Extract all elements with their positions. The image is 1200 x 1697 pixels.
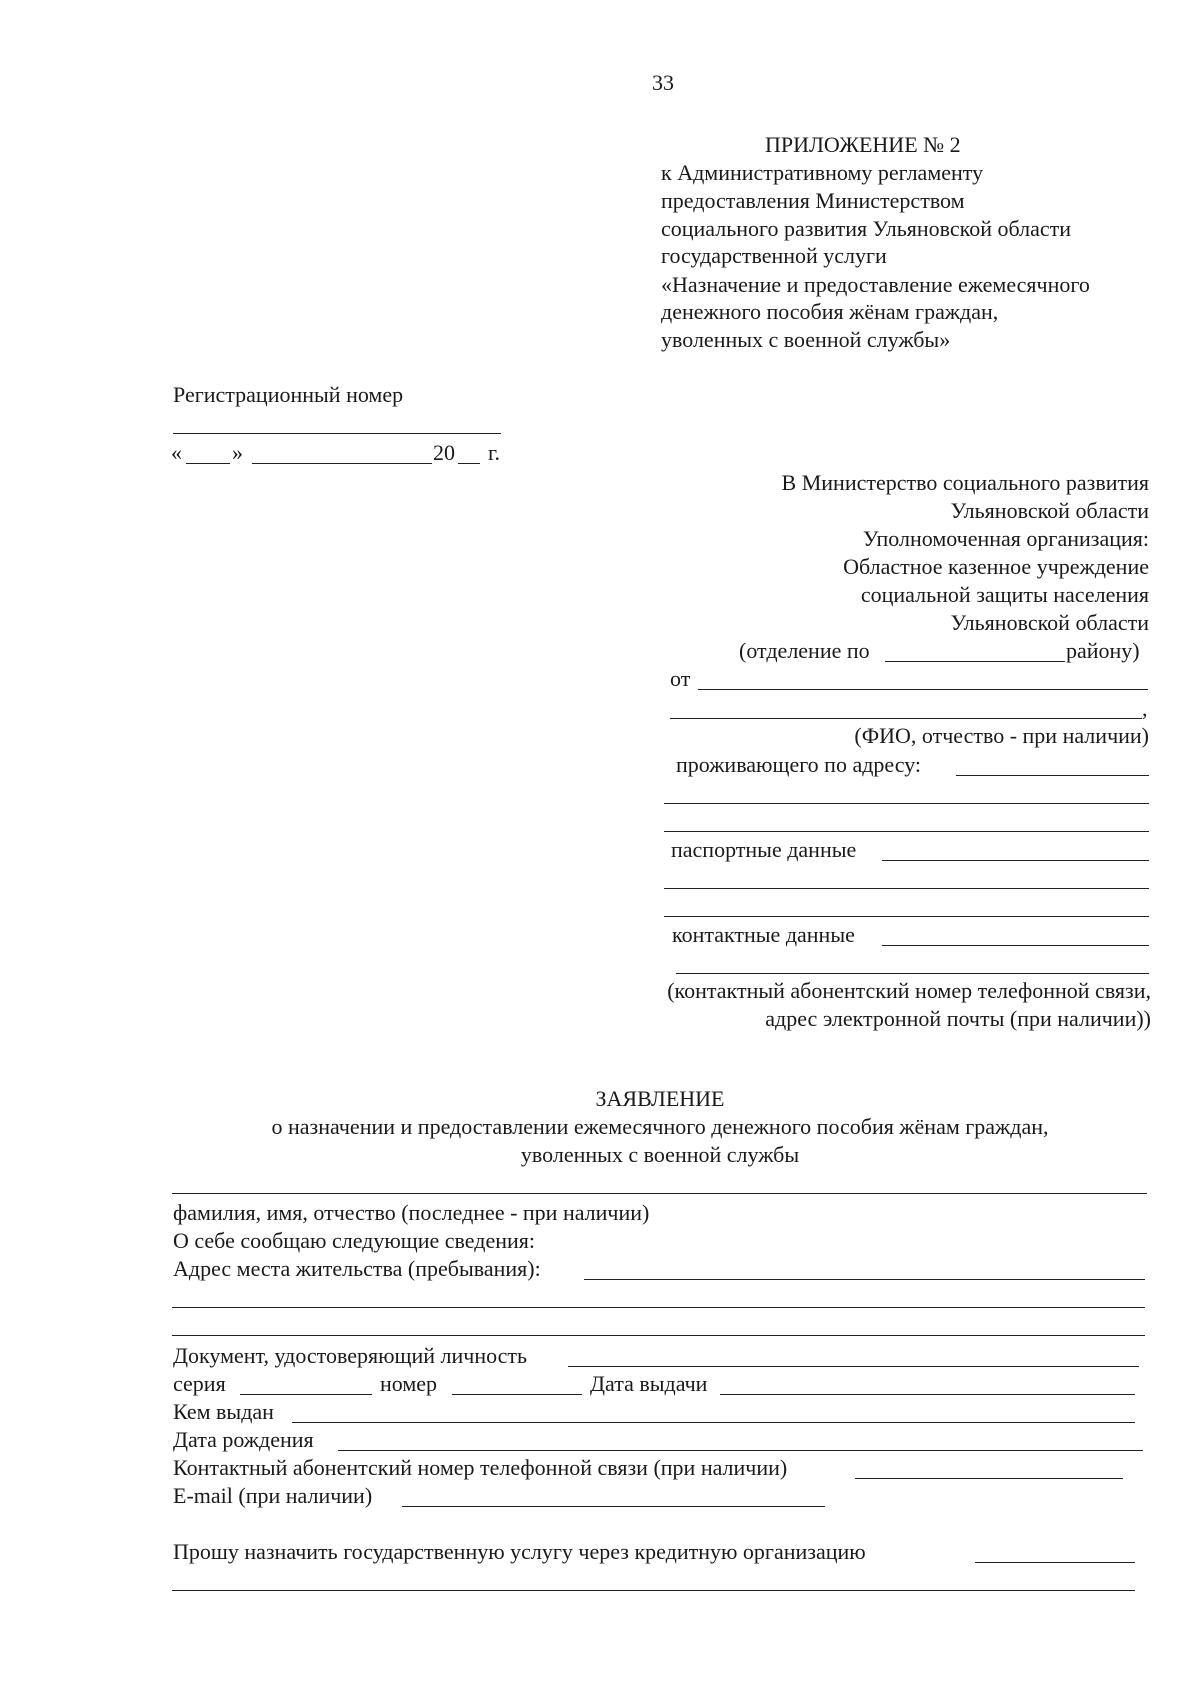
request-label: Прошу назначить государственную услугу через кредитную организацию	[173, 1539, 866, 1564]
issue-date-field[interactable]	[720, 1394, 1135, 1395]
registration-label: Регистрационный номер	[173, 382, 404, 407]
contacts-label: контактные данные	[672, 922, 855, 947]
residence-field[interactable]	[584, 1279, 1145, 1280]
from-label: от	[670, 666, 691, 691]
birth-date-label: Дата рождения	[173, 1427, 314, 1452]
registration-number-field[interactable]	[173, 433, 501, 434]
from-fio-field-2[interactable]	[670, 718, 1142, 719]
appendix-title: ПРИЛОЖЕНИЕ № 2	[765, 132, 961, 157]
applicant-fio-field[interactable]	[172, 1193, 1147, 1194]
contacts-field-2[interactable]	[676, 973, 1149, 974]
issue-date-label: Дата выдачи	[590, 1371, 708, 1396]
passport-field-2[interactable]	[664, 888, 1149, 889]
series-field[interactable]	[240, 1394, 372, 1395]
passport-field-3[interactable]	[664, 916, 1149, 917]
residence-field-3[interactable]	[172, 1335, 1145, 1336]
addressee-line: Ульяновской области	[950, 498, 1149, 523]
appendix-line: денежного пособия жёнам граждан,	[661, 299, 999, 324]
number-label: номер	[380, 1371, 438, 1396]
phone-field[interactable]	[855, 1478, 1123, 1479]
residence-field-2[interactable]	[172, 1307, 1145, 1308]
year-prefix: 20	[433, 440, 455, 465]
document-field[interactable]	[568, 1366, 1139, 1367]
address-label: проживающего по адресу:	[676, 752, 922, 777]
about-text: О себе сообщаю следующие сведения:	[173, 1228, 536, 1253]
contacts-field[interactable]	[882, 945, 1149, 946]
addressee-line: Ульяновской области	[950, 610, 1149, 635]
appendix-line: социального развития Ульяновской области	[661, 216, 1072, 241]
statement-subtitle: о назначении и предоставлении ежемесячного денежного пособия жёнам граждан,	[271, 1114, 1049, 1139]
addressee-line: Уполномоченная организация:	[862, 526, 1149, 551]
address-field-3[interactable]	[664, 831, 1149, 832]
statement-title: ЗАЯВЛЕНИЕ	[595, 1086, 725, 1111]
quote-open: «	[171, 440, 182, 465]
address-field[interactable]	[956, 775, 1149, 776]
issued-by-label: Кем выдан	[173, 1399, 274, 1424]
email-field[interactable]	[402, 1506, 825, 1507]
appendix-line: «Назначение и предоставление ежемесячного	[661, 272, 1090, 297]
page-number: 33	[652, 70, 674, 95]
registration-month-field[interactable]	[252, 463, 432, 464]
issued-by-field[interactable]	[292, 1422, 1135, 1423]
phone-label: Контактный абонентский номер телефонной связи (при наличии)	[173, 1455, 788, 1480]
year-suffix: г.	[488, 440, 501, 465]
addressee-line: социальной защиты населения	[860, 582, 1149, 607]
contacts-hint: адрес электронной почты (при наличии))	[765, 1006, 1151, 1031]
from-fio-field[interactable]	[698, 689, 1148, 690]
residence-label: Адрес места жительства (пребывания):	[173, 1256, 541, 1281]
birth-date-field[interactable]	[338, 1450, 1143, 1451]
document-label: Документ, удостоверяющий личность	[173, 1343, 528, 1368]
fio-comma: ,	[1142, 696, 1148, 721]
appendix-line: к Административному регламенту	[661, 160, 984, 185]
appendix-line: предоставления Министерством	[661, 188, 965, 213]
address-field-2[interactable]	[664, 803, 1149, 804]
branch-suffix: району)	[1066, 638, 1140, 663]
passport-label: паспортные данные	[671, 837, 857, 862]
appendix-line: государственной услуги	[661, 243, 887, 268]
registration-day-field[interactable]	[186, 463, 230, 464]
branch-district-field[interactable]	[885, 661, 1065, 662]
fio-hint-text: фамилия, имя, отчество (последнее - при наличии)	[173, 1200, 650, 1225]
number-field[interactable]	[452, 1394, 582, 1395]
contacts-hint: (контактный абонентский номер телефонной связи,	[667, 978, 1151, 1003]
appendix-line: уволенных с военной службы»	[661, 327, 951, 352]
branch-prefix: (отделение по	[739, 638, 870, 663]
addressee-line: В Министерство социального развития	[781, 470, 1149, 495]
addressee-line: Областное казенное учреждение	[843, 554, 1149, 579]
email-label: E-mail (при наличии)	[173, 1483, 373, 1508]
passport-field[interactable]	[882, 860, 1149, 861]
credit-organization-field-2[interactable]	[172, 1590, 1135, 1591]
fio-hint: (ФИО, отчество - при наличии)	[854, 723, 1149, 748]
statement-subtitle: уволенных с военной службы	[520, 1142, 800, 1167]
series-label: серия	[173, 1371, 226, 1396]
registration-year-field[interactable]	[458, 463, 480, 464]
quote-close: »	[232, 440, 243, 465]
credit-organization-field[interactable]	[975, 1562, 1135, 1563]
